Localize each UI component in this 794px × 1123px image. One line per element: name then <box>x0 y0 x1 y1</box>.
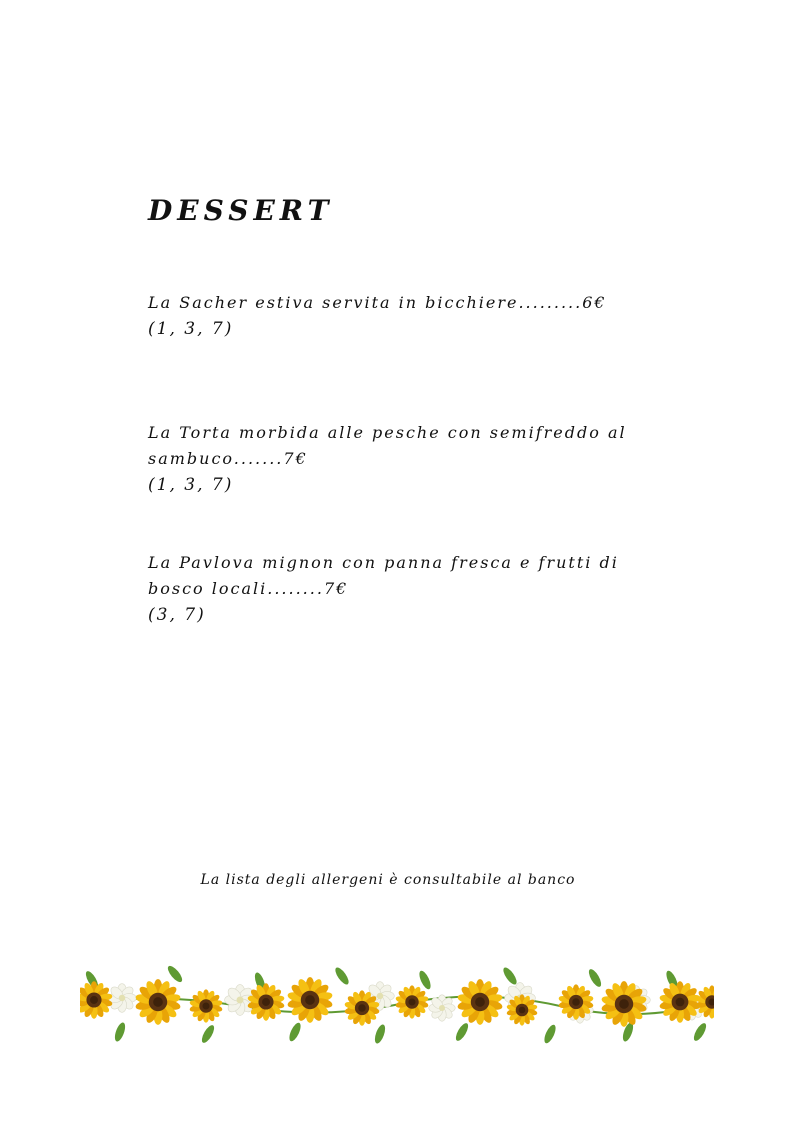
menu-item <box>148 290 628 342</box>
sunflower-icon <box>601 981 648 1027</box>
sunflower-garland-icon <box>80 962 714 1046</box>
menu-item-name: La Torta morbida alle pesche con semifreddo al sambuco.......7€ <box>148 423 627 468</box>
white-flower-icon <box>108 984 137 1013</box>
sunflower-icon <box>247 983 285 1020</box>
menu-item <box>148 420 628 498</box>
page-title: DESSERT <box>148 194 334 227</box>
menu-item-allergens: (1, 3, 7) <box>148 475 234 495</box>
leaf-icon <box>454 1021 471 1042</box>
leaf-icon <box>587 967 604 988</box>
menu-item-name: La Pavlova mignon con panna fresca e frutti di bosco locali........7€ <box>148 553 619 598</box>
leaf-icon <box>373 1023 387 1045</box>
sunflower-icon <box>395 985 429 1018</box>
white-flower-icon <box>429 995 455 1021</box>
leaf-icon <box>692 1021 709 1042</box>
sunflower-icon <box>457 979 504 1025</box>
allergen-note: La lista degli allergeni è consultabile al banco <box>200 872 576 888</box>
leaf-icon <box>542 1023 558 1045</box>
leaf-icon <box>287 1021 303 1043</box>
sunflower-icon <box>135 979 182 1025</box>
leaf-icon <box>113 1021 127 1043</box>
menu-item <box>148 550 628 628</box>
sunflower-icon <box>80 981 113 1018</box>
leaf-icon <box>166 964 185 984</box>
leaf-icon <box>200 1023 217 1044</box>
leaf-icon <box>333 966 351 987</box>
menu-item-allergens: (1, 3, 7) <box>148 319 234 339</box>
leaf-icon <box>501 966 519 987</box>
sunflower-icon <box>287 977 334 1023</box>
menu-item-allergens: (3, 7) <box>148 605 206 625</box>
sunflower-icon <box>189 989 223 1022</box>
menu-item-name: La Sacher estiva servita in bicchiere.........6€ <box>148 293 607 312</box>
